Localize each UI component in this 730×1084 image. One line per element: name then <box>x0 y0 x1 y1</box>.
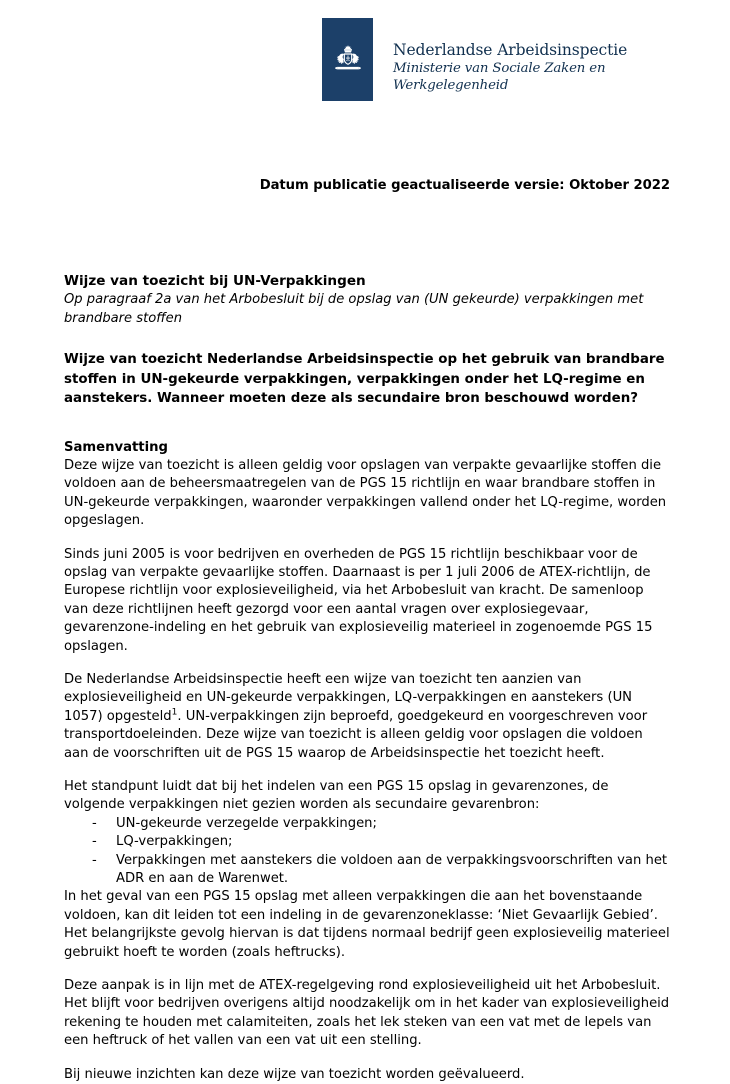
lead-question: Wijze van toezicht Nederlandse Arbeidsinspectie op het gebruik van brandbare stoffen in UN-gekeurde verpakkingen, verpakkingen onder het LQ-regime en aanstekers. Wanneer moeten deze als secundaire bron beschouwd worden? <box>64 351 665 407</box>
summary-paragraph-2: Sinds juni 2005 is voor bedrijven en overheden de PGS 15 richtlijn beschikbaar voor de opslag van verpakte gevaarlijke stoffen. Daarnaast is per 1 juli 2006 de ATEX-richtlijn, de Europese richtlijn voor explosieveiligheid, via het Arbobesluit van kracht. De samenloop van deze richtlijnen heeft gezorgd voor een aantal vragen over explosiegevaar, gevarenzone-indeling en het gebruik van explosieveilig materieel in zogenoemde PGS 15 opslagen. <box>64 546 653 654</box>
summary-paragraph-6: Deze aanpak is in lijn met de ATEX-regelgeving rond explosieveiligheid uit het Arbobesluit. Het blijft voor bedrijven overigens altijd noodzakelijk om in het kader van explosieveiligheid rekening te houden met calamiteiten, zoals het lek steken van een vat met de lepels van een heftruck of het vallen van een vat uit een stelling. <box>64 978 670 1049</box>
publication-date: Datum publicatie geactualiseerde versie: Oktober 2022 <box>259 178 670 193</box>
page-title: Wijze van toezicht bij UN-Verpakkingen <box>64 273 366 289</box>
bullet-dash-icon: - <box>92 852 97 868</box>
bullet-dash-icon: - <box>92 834 97 850</box>
list-item-label: Verpakkingen met aanstekers die voldoen aan de verpakkingsvoorschriften van het ADR en aan de Warenwet. <box>116 852 668 886</box>
section-heading-samenvatting: Samenvatting <box>64 440 168 456</box>
list-item-label: LQ-verpakkingen; <box>116 834 233 850</box>
summary-paragraph-3-part1: De Nederlandse Arbeidsinspectie heeft een wijze van toezicht ten aanzien van explosieveiligheid en UN-gekeurde verpakkingen, LQ-verpakkingen en aanstekers (UN 1057) opgesteld <box>64 671 633 724</box>
list-item-label: UN-gekeurde verzegelde verpakkingen; <box>116 815 377 831</box>
document-body <box>64 272 670 1084</box>
summary-paragraph-5: In het geval van een PGS 15 opslag met alleen verpakkingen die aan het bovenstaande voldoen, kan dit leiden tot een indeling in de gevarenzoneklasse: ‘Niet Gevaarlijk Gebied’. Het belangrijkste gevolg hiervan is dat tijdens normaal bedrijf geen explosieveilig materieel gebruikt hoeft te worden (zoals heftrucks). <box>64 889 670 960</box>
ministry-name-line1: Ministerie van Sociale Zaken en <box>393 61 606 77</box>
agency-name: Nederlandse Arbeidsinspectie <box>393 41 628 59</box>
agency-wordmark <box>393 18 627 95</box>
summary-paragraph-1: Deze wijze van toezicht is alleen geldig voor opslagen van verpakte gevaarlijke stoffen die voldoen aan de beheersmaatregelen van de PGS 15 richtlijn en waar brandbare stoffen in UN-gekeurde verpakkingen, waaronder verpakkingen vallend onder het LQ-regime, worden opgeslagen. <box>64 457 667 529</box>
footnote-marker: 1 <box>171 707 178 718</box>
list-item <box>64 815 670 833</box>
bullet-dash-icon: - <box>92 815 97 831</box>
ministry-name-line2: Werkgelegenheid <box>393 78 509 94</box>
agency-logo <box>322 18 627 101</box>
summary-paragraph-3 <box>64 671 670 763</box>
netherlands-coat-of-arms-icon <box>322 18 373 101</box>
exclusion-list <box>64 815 670 889</box>
summary-paragraph-4: Het standpunt luidt dat bij het indelen van een PGS 15 opslag in gevarenzones, de volgende verpakkingen niet gezien worden als secundaire gevarenbron: <box>64 778 609 813</box>
list-item <box>64 833 670 851</box>
summary-paragraph-7: Bij nieuwe inzichten kan deze wijze van toezicht worden geëvalueerd. <box>64 1066 525 1082</box>
list-item <box>64 852 670 889</box>
summary-paragraph-3-part2: . UN-verpakkingen zijn beproefd, goedgekeurd en voorgeschreven voor transportdoeleinden. Deze wijze van toezicht is alleen geldig voor opslagen die voldoen aan de voorschriften uit de PGS 15 waarop de Arbeidsinspectie het toezicht heeft. <box>64 708 648 761</box>
page-subtitle: Op paragraaf 2a van het Arbobesluit bij de opslag van (UN gekeurde) verpakkingen met brandbare stoffen <box>64 292 644 326</box>
